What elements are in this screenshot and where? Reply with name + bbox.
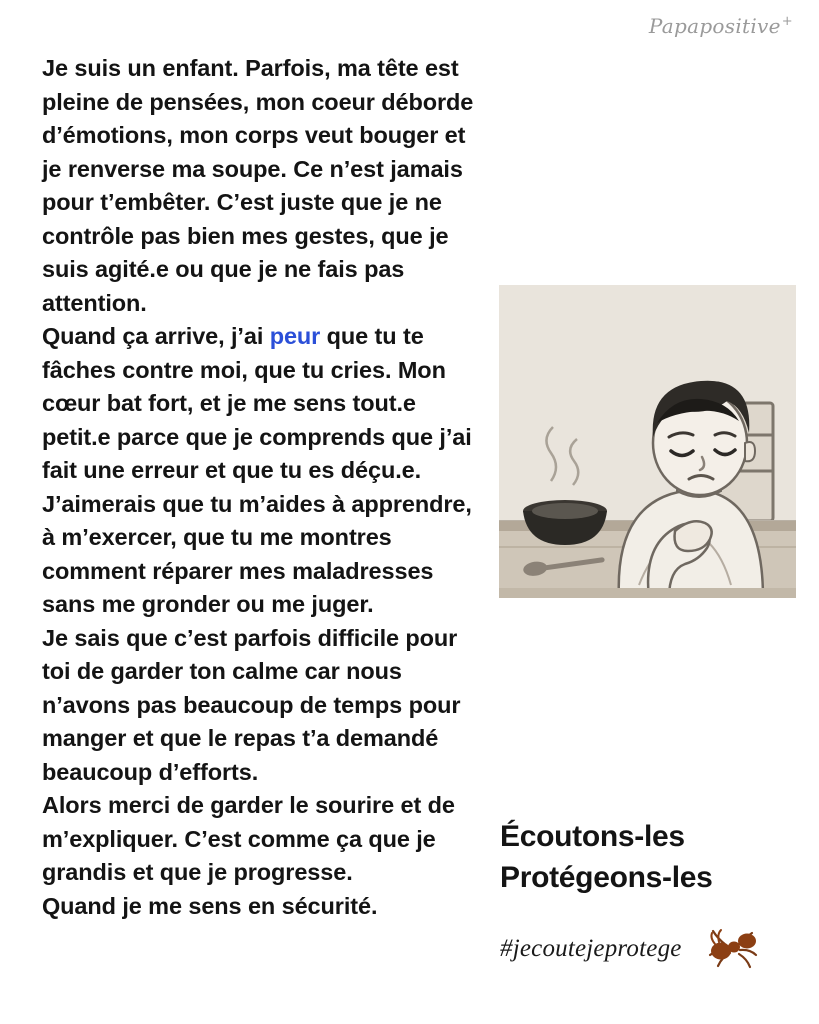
slogan-line-2: Protégeons-les: [500, 861, 713, 894]
brand-watermark: [649, 14, 793, 38]
letter-body: [42, 52, 488, 923]
ant-icon-svg: [706, 925, 758, 971]
child-at-table-illustration: [499, 285, 796, 598]
letter-paragraph-2-part-a: Quand ça arrive, j’ai: [42, 323, 270, 349]
closing-slogan: [500, 816, 800, 898]
letter-paragraph-4: Alors merci de garder le sourire et de m’expliquer. C’est comme ça que je grandis et que je progresse.: [42, 792, 455, 885]
highlight-word-peur: peur: [269, 323, 321, 349]
illustration-svg: [499, 285, 796, 598]
letter-paragraph-5: Quand je me sens en sécurité.: [42, 892, 378, 919]
brand-superscript: +: [781, 14, 793, 30]
hashtag-text: #jecoutejeprotege: [500, 935, 682, 962]
letter-paragraph-2-part-b: que tu te fâches contre moi, que tu cries. Mon cœur bat fort, et je me sens tout.e petit.e parce que je comprends que j’ai fait une erreur et que tu es déçu.e. J’aimerais que tu m’aides à apprendre, à m’exercer, que tu me montres comment réparer mes maladresses sans me gronder ou me juger.: [42, 323, 472, 617]
letter-paragraph-3: Je sais que c’est parfois difficile pour toi de garder ton calme car nous n’avons pas beaucoup de temps pour manger et que le repas t’a demandé beaucoup d’efforts.: [42, 624, 461, 785]
letter-paragraph-2: [42, 320, 488, 622]
brand-name: Papapositive: [648, 14, 781, 38]
letter-paragraph-1: Je suis un enfant. Parfois, ma tête est pleine de pensées, mon coeur déborde d’émotions, mon corps veut bouger et je renverse ma soupe. Ce n’est jamais pour t’embêter. C’est juste que je ne contrôle pas bien mes gestes, que je suis agité.e ou que je ne fais pas attention.: [42, 55, 474, 316]
ant-icon: [706, 925, 758, 971]
slogan-line-1: Écoutons-les: [500, 820, 685, 853]
